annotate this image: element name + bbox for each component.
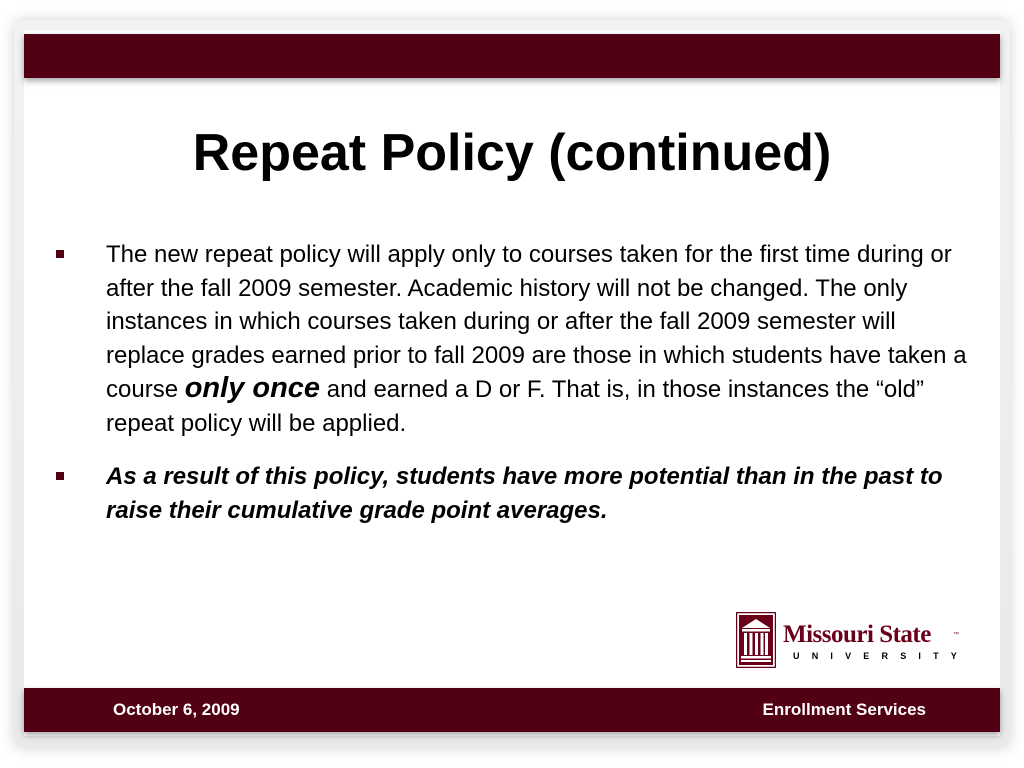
square-bullet-icon: [56, 250, 64, 258]
header-bar: [24, 34, 1000, 78]
emphasis-text: only once: [184, 372, 321, 404]
bullet-text: The new repeat policy will apply only to courses taken for the first time during or after the fall 2009 semester. Academic history will not be changed. The only instances in which courses taken during or after the fall 2009 semester will replace grades earned prior to fall 2009 are those in which students have taken a course: [106, 241, 967, 403]
bullet-item: [56, 460, 968, 527]
logo-wordmark: Missouri State: [783, 621, 931, 648]
logo-trademark: ™: [953, 632, 959, 638]
square-bullet-icon: [56, 472, 64, 480]
bullet-list: [56, 238, 968, 527]
footer-department: Enrollment Services: [762, 700, 926, 719]
bullet-item: [56, 238, 968, 440]
footer-date: October 6, 2009: [113, 700, 240, 719]
bullet-text: and earned a D or F. That is, in those instances the “old” repeat policy will be applied.: [106, 376, 924, 437]
university-logo: [736, 612, 970, 674]
bullet-text: As a result of this policy, students have more potential than in the past to raise their cumulative grade point averages.: [106, 463, 943, 524]
university-building-seal-icon: [736, 612, 776, 668]
logo-subtitle: UNIVERSITY: [793, 651, 970, 661]
slide-title: Repeat Policy (continued): [192, 124, 832, 182]
